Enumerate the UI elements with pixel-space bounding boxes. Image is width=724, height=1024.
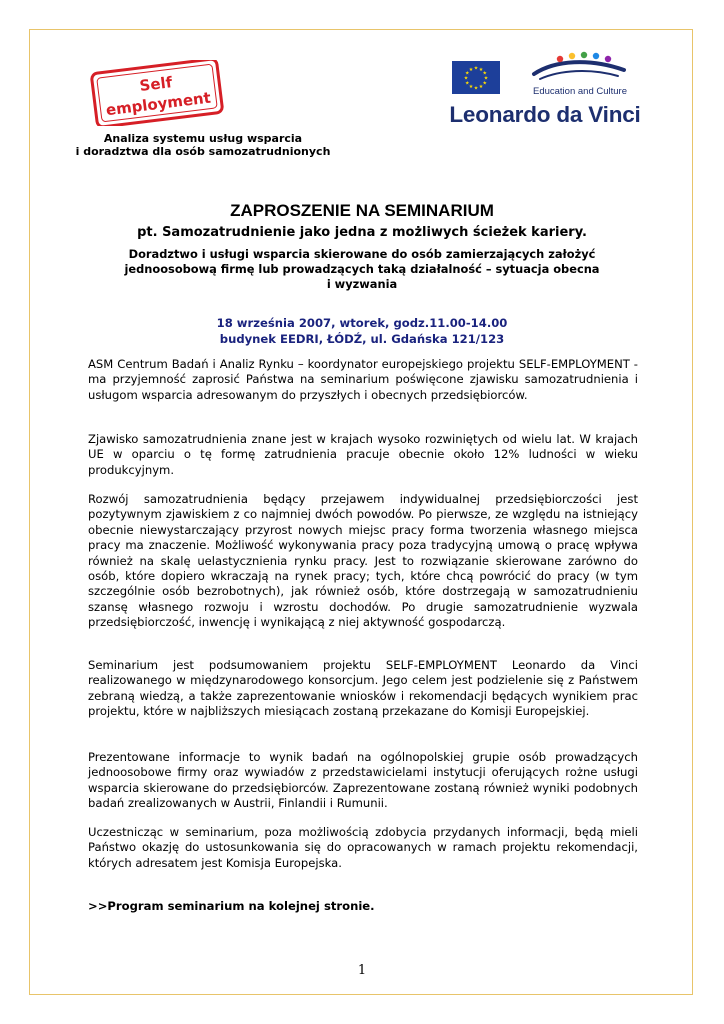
project-subtitle [40, 132, 366, 158]
event-place: budynek EEDRI, ŁÓDŹ, ul. Gdańska 121/123 [219, 332, 505, 346]
svg-text:★: ★ [478, 66, 484, 73]
seminar-subtitle: pt. Samozatrudnienie jako jedna z możliwych ścieżek kariery. [137, 225, 587, 240]
svg-text:★: ★ [473, 65, 479, 72]
event-date: 18 września 2007, wtorek, godz.11.00-14.00 [216, 316, 508, 330]
paragraph: Rozwój samozatrudnienia będący przejawem indywidualnej przedsiębiorczości jest pozytywnym zjawiskiem z co najmniej dwóch powodów. Po pierwsze, ze względu na istniejący obecnie niewystarczający przyrost nowych miejsc pracy forma tworzenia własnego miejsca pracy ma znaczenie. Możliwość wykonywania pracy poza tradycyjną umową o pracę wpływa również na skalę uelastycznienia rynku pracy. Jest to rozwiązanie skierowane zarówno do osób, które dopiero wkraczają na rynek pracy; tych, które chcą powrócić do pracy (w tym szczególnie osób bezrobotnych), jak również osób, które dostrzegają w samozatrudnieniu szansę własnego rozwoju i wzrostu dochodów. Po drugie samozatrudnienie wyzwala przedsiębiorczość, inwencję i wynikającą z niej aktywność gospodarczą. [88, 492, 638, 630]
seminar-topic [96, 247, 628, 292]
svg-text:★: ★ [468, 84, 474, 91]
topic-line1: Doradztwo i usługi wsparcia skierowane do osób zamierzających założyć [128, 247, 596, 261]
paragraph: ASM Centrum Badań i Analiz Rynku – koordynator europejskiego projektu SELF-EMPLOYMENT - ma przyjemność zaprosić Państwa na seminarium poświęcone zjawisku samozatrudnienia i usługom wsparcia adresowanym do przyszłych i obecnych przedsiębiorców. [88, 357, 638, 402]
svg-text:★: ★ [463, 75, 469, 82]
paragraph: Prezentowane informacje to wynik badań na ogólnopolskiej grupie osób prowadzących jednoosobowe firmy oraz wywiadów z przedstawicielami instytucji oferujących rożne usługi wsparcia skierowane do przedsiębiorców. Zaprezentowane zostaną również wyniki podobnych badań zrealizowanych w Austrii, Finlandii i Rumunii. [88, 750, 638, 811]
page-number: 1 [357, 963, 367, 978]
event-info [96, 315, 628, 347]
svg-text:★: ★ [468, 66, 474, 73]
svg-text:★: ★ [483, 75, 489, 82]
program-link: >>Program seminarium na kolejnej stronie. [88, 899, 375, 913]
project-subtitle-line1: Analiza systemu usług wsparcia [103, 132, 303, 145]
self-employment-logo [88, 60, 226, 126]
page-title: ZAPROSZENIE NA SEMINARIUM [230, 201, 494, 220]
svg-text:★: ★ [482, 80, 487, 87]
svg-text:★: ★ [482, 70, 487, 77]
topic-line3: i wyzwania [326, 277, 398, 291]
svg-text:★: ★ [465, 70, 470, 77]
svg-text:★: ★ [473, 85, 479, 92]
svg-text:★: ★ [478, 84, 484, 91]
project-subtitle-line2: i doradztwa dla osób samozatrudnionych [75, 145, 331, 158]
topic-line2: jednoosobową firmę lub prowadzących taką działalność – sytuacja obecna [124, 262, 600, 276]
logo-self-line1: Self [138, 73, 174, 95]
logo-self-line2: employment [104, 88, 212, 120]
paragraph: Zjawisko samozatrudnienia znane jest w krajach wysoko rozwiniętych od wielu lat. W krajach UE w oparciu o tę formę zatrudnienia pracuje obecnie około 12% ludności w wieku produkcyjnym. [88, 432, 638, 477]
svg-text:★: ★ [465, 80, 470, 87]
paragraph: Uczestnicząc w seminarium, poza możliwością zdobycia przydanych informacji, będą mieli Państwo okazję do ustosunkowania się do opracowanych w ramach projektu rekomendacji, których adresatem jest Komisja Europejska. [88, 825, 638, 870]
eu-flag-icon [452, 61, 500, 94]
program-name: Leonardo da Vinci [449, 102, 641, 127]
education-culture-label: Education and Culture [532, 86, 627, 97]
paragraph: Seminarium jest podsumowaniem projektu SELF-EMPLOYMENT Leonardo da Vinci realizowanego w międzynarodowego konsorcjum. Jego celem jest podzielenie się z Państwem zebraną wiedzą, a także zaprezentowanie wniosków i rekomendacji będących wynikiem prac projektu, które w najbliższych miesiącach zostaną przekazane do Komisji Europejskiej. [88, 658, 638, 719]
